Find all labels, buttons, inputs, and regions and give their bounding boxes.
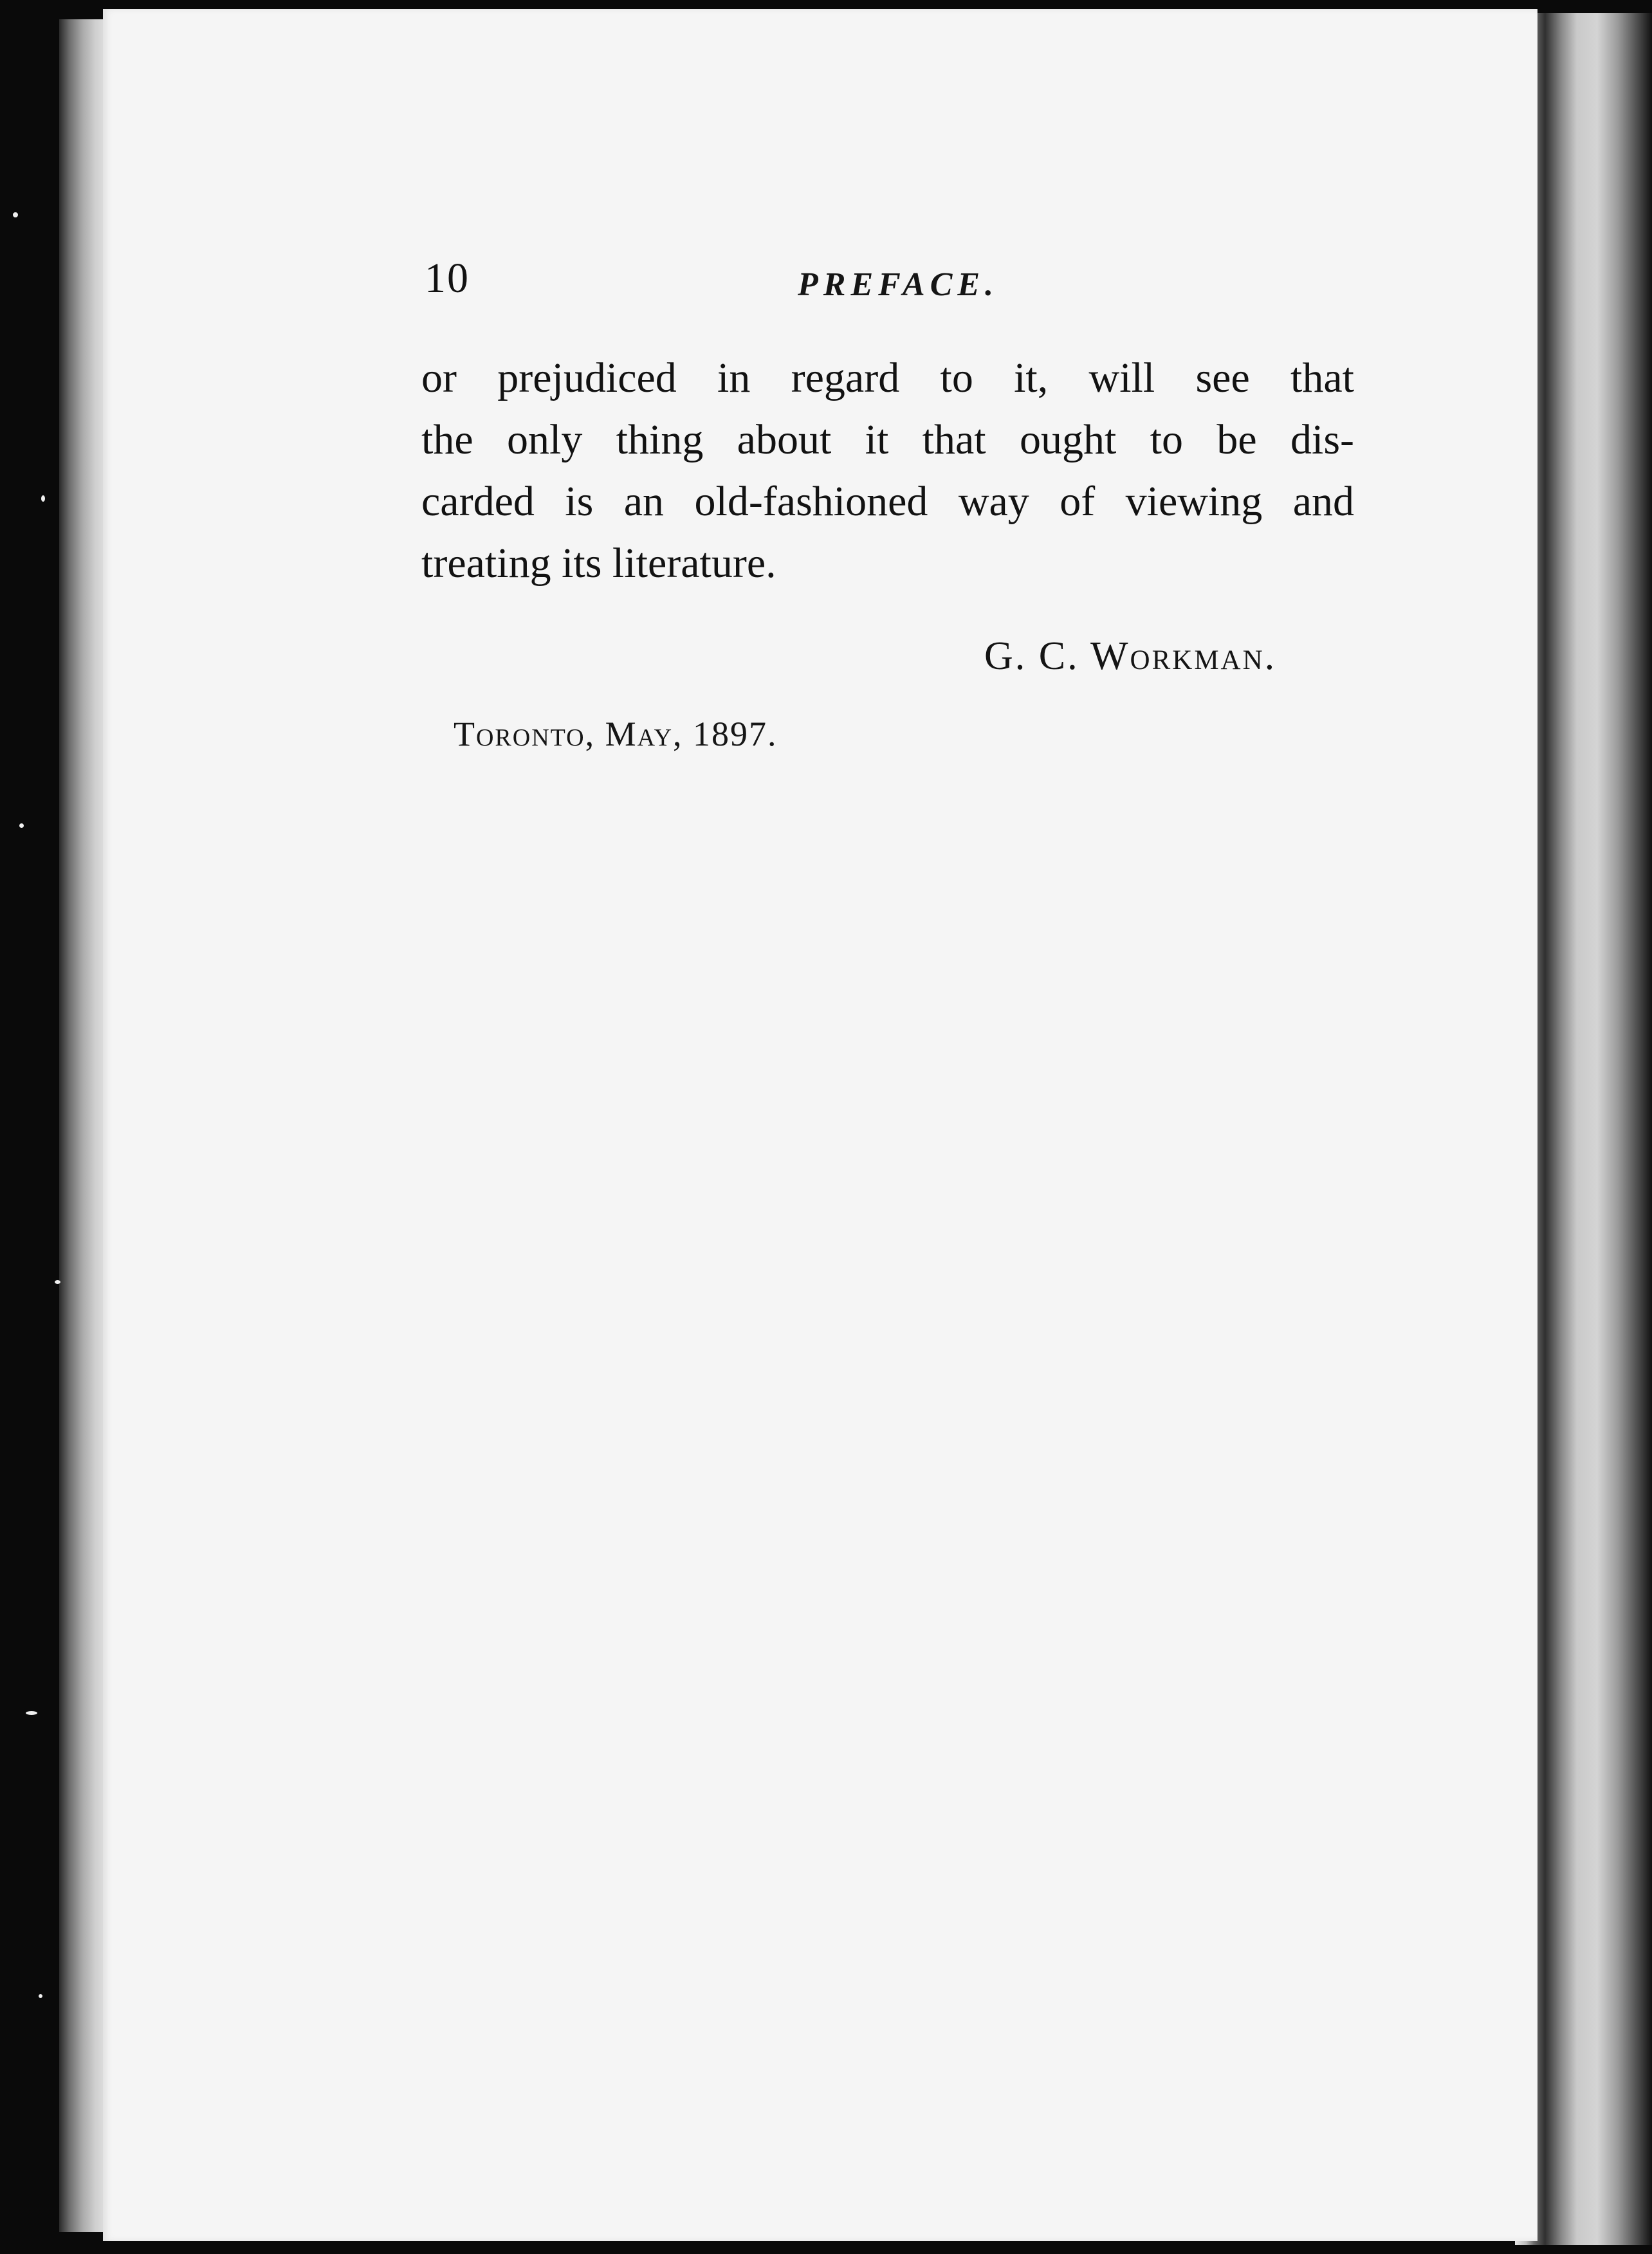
page-header xyxy=(425,254,1357,312)
page-number: 10 xyxy=(425,255,470,302)
dust-speck xyxy=(26,1711,37,1715)
place-and-date: Toronto, May, 1897. xyxy=(454,715,778,753)
text-line: or prejudiced in regard to it, will see that xyxy=(421,354,1354,401)
text-line: carded is an old-fashioned way of viewing and xyxy=(421,478,1354,525)
dust-speck xyxy=(13,212,18,217)
dust-speck xyxy=(41,495,45,502)
text-line: treating its literature. xyxy=(421,540,776,587)
book-page xyxy=(103,9,1537,2241)
running-title: PREFACE. xyxy=(798,266,999,303)
author-signature: G. C. Workman. xyxy=(984,634,1277,678)
body-paragraph xyxy=(421,347,1354,594)
text-line: the only thing about it that ought to be dis- xyxy=(421,416,1354,463)
dust-speck xyxy=(19,823,24,828)
dust-speck xyxy=(39,1994,42,1998)
dust-speck xyxy=(55,1280,60,1284)
